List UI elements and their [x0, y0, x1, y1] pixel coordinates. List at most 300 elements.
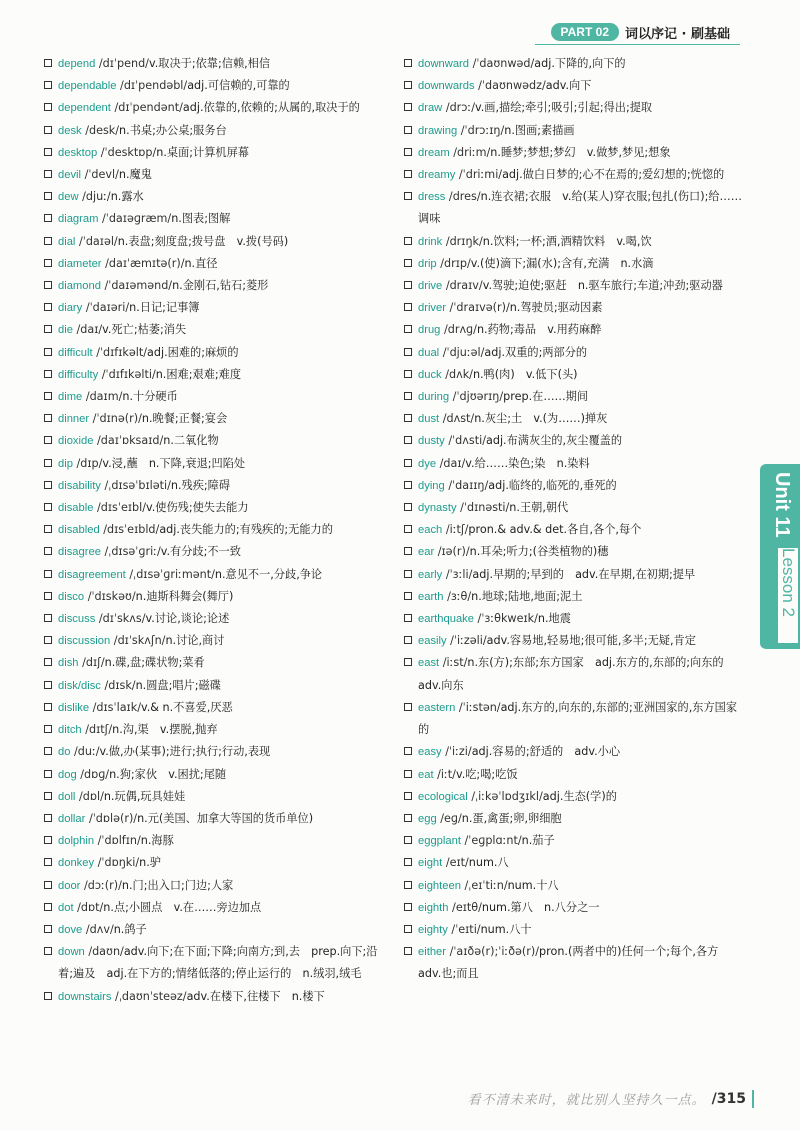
headword: dioxide	[58, 435, 94, 448]
definition: n.王朝,朝代	[509, 501, 569, 515]
checkbox-icon[interactable]	[404, 436, 412, 444]
headword: drip	[418, 257, 437, 270]
definition: v.浸,蘸 n.下降,衰退;凹陷处	[102, 456, 246, 470]
headword: door	[58, 879, 81, 892]
phonetic: /daɪ/	[439, 456, 466, 470]
checkbox-icon[interactable]	[44, 481, 52, 489]
vocab-entry	[44, 453, 384, 475]
definition: n.圆盘;唱片;磁碟	[135, 678, 221, 692]
checkbox-icon[interactable]	[44, 370, 52, 378]
checkbox-icon[interactable]	[44, 681, 52, 689]
phonetic: /drɔː/	[445, 101, 475, 115]
phonetic: /ˈdaʊnwəd/	[472, 57, 535, 70]
vocab-entry	[404, 519, 744, 541]
definition: v.取决于;依靠;信赖,相信	[148, 57, 271, 70]
vocab-entry	[404, 586, 744, 608]
definition: n.耳朵;听力;(谷类植物的)穗	[469, 545, 609, 559]
checkbox-icon[interactable]	[404, 370, 412, 378]
checkbox-icon[interactable]	[404, 148, 412, 156]
definition: n.驴	[139, 856, 161, 870]
definition: adj.布满灰尘的,灰尘覆盖的	[485, 434, 623, 448]
definition: n.迪斯科舞会(舞厅)	[135, 589, 234, 603]
phonetic: /ˈdaɪəri/	[85, 301, 130, 315]
definition: n.驾驶员;驱动因素	[509, 301, 603, 315]
headword: difficulty	[58, 368, 99, 381]
checkbox-icon[interactable]	[44, 836, 52, 844]
vocab-entry	[404, 652, 744, 696]
headword: disable	[58, 502, 94, 515]
vocab-entry	[404, 53, 744, 75]
checkbox-icon[interactable]	[44, 192, 52, 200]
checkbox-icon[interactable]	[44, 237, 52, 245]
checkbox-icon[interactable]	[404, 570, 412, 578]
vocab-entry	[44, 541, 384, 563]
headword: eighty	[418, 923, 448, 936]
phonetic: /ˈdɪfɪkəlti/	[101, 367, 156, 381]
headword: during	[418, 391, 450, 404]
checkbox-icon[interactable]	[404, 170, 412, 178]
headword: easy	[418, 746, 442, 759]
vocab-entry	[404, 453, 744, 475]
vocab-entry	[44, 53, 384, 75]
headword: diary	[58, 302, 83, 315]
headword: diameter	[58, 257, 102, 270]
definition: adj.容易的;舒适的 adv.小心	[471, 745, 621, 759]
vocab-entry	[44, 208, 384, 230]
phonetic: /dɪˈpend/	[98, 57, 149, 70]
checkbox-icon[interactable]	[404, 59, 412, 67]
definition: adj.东方的,向东的,东部的;亚洲国家的,东方国家的	[418, 700, 738, 737]
phonetic: /ɜːθ/	[447, 589, 472, 603]
checkbox-icon[interactable]	[404, 858, 412, 866]
phonetic: /dʌst/	[442, 412, 475, 426]
headword: diamond	[58, 280, 101, 293]
vocab-entry	[44, 875, 384, 897]
definition: num.八十	[480, 922, 532, 936]
headword: eighteen	[418, 879, 461, 892]
definition: v.吃;喝;吃饭	[455, 767, 518, 781]
phonetic: /dɪˈpendəbl/	[120, 79, 188, 93]
checkbox-icon[interactable]	[44, 59, 52, 67]
phonetic: /daɪm/	[85, 390, 123, 404]
checkbox-icon[interactable]	[404, 658, 412, 666]
headword: drug	[418, 324, 441, 337]
vocab-entry	[44, 852, 384, 874]
checkbox-icon[interactable]	[404, 547, 412, 555]
checkbox-icon[interactable]	[404, 836, 412, 844]
phonetic: /daɪˈɒksaɪd/	[97, 434, 164, 448]
vocab-entry	[44, 475, 384, 497]
phonetic: /dres/	[448, 190, 481, 204]
checkbox-icon[interactable]	[44, 259, 52, 267]
headword: dreamy	[418, 169, 456, 182]
checkbox-icon[interactable]	[404, 614, 412, 622]
checkbox-icon[interactable]	[44, 547, 52, 555]
checkbox-icon[interactable]	[44, 392, 52, 400]
definition: adj.双重的;两部分的	[484, 345, 588, 359]
vocab-entry	[404, 364, 744, 386]
phonetic: /ˈdaɪəɡræm/	[101, 212, 172, 226]
definition: n.日记;记事簿	[129, 301, 200, 315]
phonetic: /dɒl/	[78, 789, 104, 803]
checkbox-icon[interactable]	[44, 947, 52, 955]
checkbox-icon[interactable]	[404, 192, 412, 200]
vocab-entry	[404, 253, 744, 275]
definition: pron.& adv.& det.各自,各个,每个	[468, 523, 642, 537]
vocab-entry	[404, 852, 744, 874]
checkbox-icon[interactable]	[404, 237, 412, 245]
headword: ecological	[418, 790, 468, 803]
checkbox-icon[interactable]	[44, 881, 52, 889]
definition: n.鸽子	[113, 922, 147, 936]
checkbox-icon[interactable]	[44, 81, 52, 89]
definition: adj.临终的,临死的,垂死的	[488, 478, 617, 492]
checkbox-icon[interactable]	[44, 436, 52, 444]
checkbox-icon[interactable]	[44, 103, 52, 111]
checkbox-icon[interactable]	[44, 303, 52, 311]
vocab-entry	[44, 231, 384, 253]
checkbox-icon[interactable]	[44, 614, 52, 622]
checkbox-icon[interactable]	[44, 814, 52, 822]
checkbox-icon[interactable]	[404, 126, 412, 134]
definition: n.地震	[537, 612, 571, 626]
headword: dual	[418, 346, 440, 359]
checkbox-icon[interactable]	[404, 592, 412, 600]
headword: dislike	[58, 701, 90, 714]
checkbox-icon[interactable]	[44, 636, 52, 644]
headword: disco	[58, 590, 85, 603]
vocab-entry	[44, 586, 384, 608]
checkbox-icon[interactable]	[404, 303, 412, 311]
headword: downward	[418, 58, 469, 70]
headword: easily	[418, 635, 447, 648]
page-number-bar	[752, 1090, 754, 1108]
phonetic: /dɪsˈlaɪk/	[92, 700, 141, 714]
definition: n.讨论,商讨	[165, 634, 225, 648]
checkbox-icon[interactable]	[404, 459, 412, 467]
vocab-entry	[44, 941, 384, 985]
checkbox-icon[interactable]	[44, 925, 52, 933]
phonetic: /ˈdɒŋki/	[97, 856, 140, 870]
checkbox-icon[interactable]	[44, 592, 52, 600]
definition: num.十八	[507, 878, 559, 892]
phonetic: /ˈdraɪvə(r)/	[449, 301, 510, 315]
checkbox-icon[interactable]	[404, 903, 412, 911]
headword: drive	[418, 280, 443, 293]
headword: driver	[418, 302, 446, 315]
definition: n.二氧化物	[163, 434, 219, 448]
headword: dip	[58, 457, 73, 470]
checkbox-icon[interactable]	[404, 281, 412, 289]
headword: early	[418, 568, 443, 581]
phonetic: /dɪˈpendənt/	[114, 101, 183, 115]
checkbox-icon[interactable]	[44, 126, 52, 134]
definition: n.元(美国、加拿大等国的货币单位)	[137, 811, 314, 825]
checkbox-icon[interactable]	[404, 814, 412, 822]
phonetic: /daɪ/	[76, 323, 103, 337]
definition: n.金刚石,钻石;菱形	[172, 279, 269, 293]
vocab-entry	[404, 408, 744, 430]
definition: num.第八 n.八分之一	[481, 900, 600, 914]
vocab-entry	[44, 75, 384, 97]
definition: n.灰尘;土 v.(为……)掸灰	[474, 412, 608, 426]
headword: ditch	[58, 724, 82, 737]
vocab-entry	[404, 231, 744, 253]
checkbox-icon[interactable]	[404, 348, 412, 356]
vocab-entry	[44, 564, 384, 586]
phonetic: /ˈdrɔːɪŋ/	[460, 123, 505, 137]
headword: downwards	[418, 80, 475, 93]
definition: prep.在……期间	[503, 390, 589, 404]
phonetic: /ˈdaɪəmənd/	[104, 279, 173, 293]
headword: eggplant	[418, 835, 461, 848]
headword: downstairs	[58, 990, 112, 1003]
checkbox-icon[interactable]	[44, 792, 52, 800]
headword: dog	[58, 768, 77, 781]
checkbox-icon[interactable]	[404, 636, 412, 644]
checkbox-icon[interactable]	[44, 747, 52, 755]
phonetic: /dɒɡ/	[80, 767, 110, 781]
headword: die	[58, 324, 73, 337]
vocab-entry	[44, 652, 384, 674]
vocab-entry	[404, 564, 744, 586]
checkbox-icon[interactable]	[44, 148, 52, 156]
definition: v.画,描绘;牵引;吸引;引起;得出;提取	[474, 101, 653, 115]
headword: dying	[418, 479, 445, 492]
checkbox-icon[interactable]	[404, 925, 412, 933]
phonetic: /ˈdriːmi/	[458, 168, 503, 182]
headword: discuss	[58, 613, 96, 626]
checkbox-icon[interactable]	[404, 81, 412, 89]
checkbox-icon[interactable]	[44, 414, 52, 422]
vocab-entry	[44, 386, 384, 408]
vocab-entry	[44, 164, 384, 186]
checkbox-icon[interactable]	[44, 992, 52, 1000]
phonetic: /ˈeɡplɑːnt/	[464, 834, 522, 848]
vocab-entry	[44, 97, 384, 119]
headword: dusty	[418, 435, 445, 448]
phonetic: /ˈdɒlfɪn/	[97, 834, 141, 848]
phonetic: /ˈdjʊərɪŋ/	[452, 390, 504, 404]
vocab-entry	[44, 186, 384, 208]
phonetic: /dɪp/	[76, 456, 103, 470]
checkbox-icon[interactable]	[44, 725, 52, 733]
definition: adj.生态(学)的	[542, 789, 617, 803]
phonetic: /dʌk/	[445, 367, 473, 381]
definition: num.八	[468, 856, 509, 870]
headword: discussion	[58, 635, 111, 648]
vocab-entry	[404, 475, 744, 497]
vocab-entry	[404, 97, 744, 119]
definition: adj.依靠的,依赖的;从属的,取决于的	[182, 101, 360, 115]
phonetic: /ˌdɪsəˈɡriː/	[104, 545, 161, 559]
phonetic: /ˈdɪnəsti/	[460, 501, 510, 515]
right-column	[404, 53, 744, 986]
definition: n.表盘;刻度盘;拨号盘 v.拨(号码)	[117, 234, 289, 248]
page-footer	[468, 1089, 754, 1108]
checkbox-icon[interactable]	[404, 392, 412, 400]
vocab-entry	[44, 253, 384, 275]
definition: adj.困难的;麻烦的	[147, 345, 239, 359]
header-divider	[535, 44, 740, 45]
headword: eastern	[418, 701, 456, 714]
headword: drawing	[418, 124, 458, 137]
checkbox-icon[interactable]	[404, 747, 412, 755]
vocab-entry	[44, 675, 384, 697]
vocab-entry	[404, 186, 744, 230]
definition: v.给……染色;染 n.染料	[465, 456, 590, 470]
vocab-entry	[404, 541, 744, 563]
definition: n.图表;图解	[171, 212, 231, 226]
vocab-entry	[44, 342, 384, 364]
phonetic: /ˈdjuːəl/	[442, 345, 485, 359]
vocab-entry	[44, 142, 384, 164]
checkbox-icon[interactable]	[404, 103, 412, 111]
checkbox-icon[interactable]	[44, 703, 52, 711]
vocab-entry	[44, 319, 384, 341]
phonetic: /desk/	[85, 123, 120, 137]
definition: n.图画;素描画	[504, 123, 575, 137]
phonetic: /ˈdɒlə(r)/	[88, 811, 138, 825]
definition: n.露水	[110, 190, 144, 204]
definition: n.连衣裙;衣服 v.给(某人)穿衣服;包扎(伤口);给……调味	[418, 190, 742, 226]
headword: eat	[418, 768, 434, 781]
checkbox-icon[interactable]	[44, 570, 52, 578]
definition: pron.(两者中的)任何一个;每个,各方 adv.也;而且	[418, 945, 730, 981]
vocab-entry	[44, 830, 384, 852]
definition: adv.向下;在下面;下降;向南方;到,去 prep.向下;沿着;遍及 adj.在下方的;情绪低落的;停止运行的 n.绒羽,绒毛	[58, 945, 378, 981]
checkbox-icon[interactable]	[44, 214, 52, 222]
header-title: 词以序记 · 刷基础	[625, 26, 730, 42]
definition: n.书桌;办公桌;服务台	[119, 123, 227, 137]
headword: dime	[58, 391, 83, 404]
part-badge: PART 02	[551, 23, 619, 41]
checkbox-icon[interactable]	[44, 325, 52, 333]
phonetic: /draɪv/	[445, 279, 483, 293]
phonetic: /dʌv/	[85, 922, 114, 936]
vocab-entry	[404, 875, 744, 897]
phonetic: /dɪʃ/	[82, 656, 105, 670]
definition: n.海豚	[140, 834, 174, 848]
checkbox-icon[interactable]	[44, 348, 52, 356]
vocab-entry	[44, 408, 384, 430]
checkbox-icon[interactable]	[404, 414, 412, 422]
phonetic: /ˈdʌsti/	[448, 434, 486, 448]
vocab-entry	[404, 142, 744, 164]
checkbox-icon[interactable]	[404, 325, 412, 333]
definition: n.直径	[184, 256, 218, 270]
vocab-entry	[44, 986, 384, 1008]
headword: duck	[418, 368, 442, 381]
definition: n.东(方);东部;东方国家 adj.东方的,东部的;向东的 adv.向东	[418, 656, 735, 692]
checkbox-icon[interactable]	[404, 525, 412, 533]
checkbox-icon[interactable]	[44, 503, 52, 511]
vocab-entry	[404, 297, 744, 319]
headword: disk/disc	[58, 679, 101, 692]
definition: n.鸭(肉) v.低下(头)	[472, 367, 578, 381]
checkbox-icon[interactable]	[44, 903, 52, 911]
definition: n.魔鬼	[118, 168, 152, 182]
phonetic: /iːt/	[437, 767, 456, 781]
headword: either	[418, 946, 446, 959]
vocab-entry	[44, 120, 384, 142]
checkbox-icon[interactable]	[404, 947, 412, 955]
headword: dye	[418, 457, 437, 470]
checkbox-icon[interactable]	[404, 881, 412, 889]
vocab-entry	[44, 897, 384, 919]
vocab-entry	[44, 808, 384, 830]
definition: n.沟,渠 v.摆脱,抛弃	[112, 723, 218, 737]
vocab-entry	[44, 786, 384, 808]
checkbox-icon[interactable]	[404, 770, 412, 778]
checkbox-icon[interactable]	[404, 792, 412, 800]
checkbox-icon[interactable]	[404, 703, 412, 711]
phonetic: /ˈeɪti/	[451, 922, 481, 936]
phonetic: /ˌiːkəˈlɒdʒɪkl/	[471, 789, 543, 803]
checkbox-icon[interactable]	[44, 525, 52, 533]
definition: v.使伤残;使失去能力	[145, 501, 249, 515]
vocab-entry	[404, 741, 744, 763]
phonetic: /ɪə(r)/	[437, 545, 470, 559]
phonetic: /driːm/	[453, 145, 491, 159]
definition: adj.做白日梦的;心不在焉的;爱幻想的;恍惚的	[502, 168, 725, 182]
vocab-entry	[404, 697, 744, 741]
vocab-entry	[44, 764, 384, 786]
checkbox-icon[interactable]	[404, 259, 412, 267]
checkbox-icon[interactable]	[44, 170, 52, 178]
phonetic: /ˈdevl/	[84, 168, 119, 182]
vocab-entry	[44, 919, 384, 941]
definition: v.驾驶;迫使;驱赶 n.驱车旅行;车道;冲劲;驱动器	[482, 279, 723, 293]
definition: n.地球;陆地,地面;泥土	[471, 589, 583, 603]
phonetic: /dɪsk/	[104, 678, 136, 692]
checkbox-icon[interactable]	[404, 503, 412, 511]
checkbox-icon[interactable]	[44, 770, 52, 778]
definition: n.蛋,禽蛋;卵,卵细胞	[461, 811, 562, 825]
headword: earth	[418, 590, 444, 603]
phonetic: /iːst/	[442, 656, 468, 670]
vocab-entry	[404, 764, 744, 786]
definition: v.有分歧;不一致	[160, 545, 241, 559]
vocab-entry	[44, 741, 384, 763]
definition: n.点;小圆点 v.在……旁边加点	[103, 900, 262, 914]
vocab-entry	[44, 630, 384, 652]
vocab-entry	[404, 919, 744, 941]
headword: dependable	[58, 80, 117, 93]
definition: n.狗;家伙 v.困扰;尾随	[109, 767, 227, 781]
checkbox-icon[interactable]	[44, 858, 52, 866]
vocab-entry	[404, 497, 744, 519]
headword: dollar	[58, 812, 86, 825]
definition: adj.丧失能力的;有残疾的;无能力的	[159, 523, 333, 537]
checkbox-icon[interactable]	[44, 459, 52, 467]
checkbox-icon[interactable]	[404, 481, 412, 489]
phonetic: /ˈdesktɒp/	[100, 145, 157, 159]
checkbox-icon[interactable]	[44, 281, 52, 289]
phonetic: /ˈɜːθkweɪk/	[477, 612, 538, 626]
vocab-entry	[44, 519, 384, 541]
phonetic: /iːtʃ/	[445, 523, 469, 537]
checkbox-icon[interactable]	[44, 658, 52, 666]
headword: dependent	[58, 102, 111, 115]
headword: dove	[58, 923, 83, 936]
definition: adj.早期的;早到的 adv.在早期,在初期;提早	[472, 567, 696, 581]
phonetic: /duː/	[74, 745, 100, 759]
phonetic: /drʌɡ/	[443, 323, 477, 337]
phonetic: /ˈdaʊnwədz/	[478, 79, 546, 93]
definition: v.(使)滴下;漏(水);含有,充满 n.水滴	[470, 256, 654, 270]
phonetic: /eɪtθ/	[452, 900, 482, 914]
